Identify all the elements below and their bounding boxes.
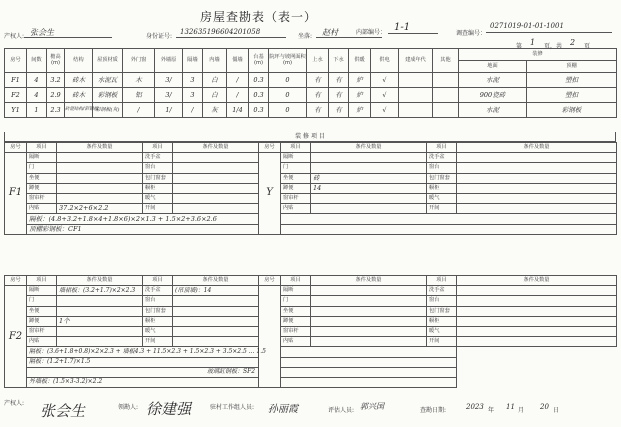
main-table: [4, 48, 617, 118]
footer-date-year: 2023: [466, 403, 484, 411]
footer-staff-label: 驻村工作组人员:: [210, 404, 255, 411]
survey-no-label: 调查编号：: [456, 30, 487, 37]
hdr-other: 其他: [433, 49, 459, 73]
section-1-right-room: Y: [259, 153, 281, 235]
hdr-ceiling: 顶棚: [527, 61, 617, 73]
hdr-roof: 屋顶材质: [93, 49, 123, 73]
hdr-drain: 下水: [329, 49, 349, 73]
hdr-doors: 外门窗: [123, 49, 155, 73]
table-row: F2 4 2.9 砖木 彩钢板 铝 3/ 3 白 / 0.3 0 有 有 炉 √ 900瓷砖 塑扣: [5, 88, 617, 103]
footer-staff-sign: 孙丽霞: [268, 404, 298, 415]
page-total: 2: [570, 38, 576, 47]
section-2-note-2: 隔板：(1.2+1.7)×1.5: [27, 357, 457, 367]
footer-date-label: 查勘日期:: [420, 407, 447, 414]
page-current: 1: [530, 38, 536, 47]
page-prefix: 第: [516, 43, 523, 50]
section-2-room: F2: [5, 286, 27, 388]
hdr-beam: 僵墙: [227, 49, 249, 73]
hdr-floor: 地面: [459, 61, 527, 73]
hdr-partition: 隔墙: [183, 49, 203, 73]
survey-no-value: 0271019-01-01-1001: [490, 22, 564, 30]
section-2-note-4: 外墙板：(1.5×3-3.2)×2.2: [27, 377, 457, 387]
footer-date-year-unit: 年: [488, 407, 495, 414]
inner-no-value: 1-1: [394, 22, 411, 33]
form-title: 房屋查勘表（表一）: [200, 10, 318, 24]
table-row: Y1 1 2.3 砖混结构/彩钢板 彩钢板(灰) / 1/ / 灰 1/4 0.3 0 有 有 炉 √ 水泥 彩钢板: [5, 103, 617, 118]
footer-date-day-unit: 日: [553, 407, 560, 414]
footer-assessor-label: 评估人员:: [328, 407, 355, 414]
hdr-room: 房号: [5, 49, 27, 73]
owner-label: 产权人:: [4, 33, 25, 40]
footer-leader-label: 领勘人:: [118, 404, 139, 411]
section-2-note-1: 隔板：(3.6+1.8+0.8)×2×2.3 + 墙板4.3 + 11.5×2.3 + 1.5×2.3 + 3.5×2.5 ... 1.5: [27, 347, 457, 357]
hdr-outer-wall: 外墙原: [155, 49, 183, 73]
inner-no-label: 内部编号：: [356, 29, 387, 36]
section-1-note-1: 隔板：(4.8+3.2+1.8×4+1.8×6)×2×1.3 + 1.5×2+3.6×2.6: [27, 214, 259, 224]
id-label: 身份证号:: [146, 33, 173, 40]
location-value: 赵村: [322, 28, 338, 37]
page-mid: 页，共: [544, 43, 563, 50]
footer-date-day: 20: [540, 403, 549, 411]
section-2-note-3: 玻璃缸钢板：SF2: [27, 367, 457, 377]
footer-date-month: 11: [506, 403, 515, 411]
hdr-yard: 院坪与坡网面积(m): [269, 49, 307, 73]
location-label: 坐落:: [298, 33, 313, 40]
hdr-structure: 结构: [65, 49, 93, 73]
hdr-inner-wall: 内墙: [203, 49, 227, 73]
decoration-section-1: 房号 项目 条件及数量 项目 条件及数量 房号 项目 条件及数量 项目 条件及数量 F1 隔断 洗手盆 Y 隔断 洗手盆 门 窗台 门 窗台 坐便 包门窗套 坐便 砖 包门窗套 蹲便 橱柜 蹲便 14 橱柜 窗帘杆 暖气 窗帘杆 暖气 内贴 37.2×2+6×2.2 开间 内贴 开间 隔板：(4.8+3.2+1.8×4+1.8×6)×2×1.3 + 1.5×2+3.6×2.6 顶棚彩钢板：CF1: [4, 142, 617, 235]
footer-leader-sign: 徐建强: [146, 400, 192, 418]
hdr-bays: 间数: [27, 49, 47, 73]
section-1-note-2: 顶棚彩钢板：CF1: [27, 224, 259, 234]
decoration-band-title: 装 修 项 目: [4, 132, 616, 142]
table-row: F1 4 3.2 砖木 水泥瓦 木 3/ 3 白 / 0.3 0 有 有 炉 √ 水泥 塑扣: [5, 73, 617, 88]
hdr-water: 上水: [307, 49, 329, 73]
hdr-base: 台基(m): [249, 49, 269, 73]
footer-owner-label: 产权人:: [4, 400, 25, 407]
hdr-heat: 供暖: [349, 49, 371, 73]
hdr-decoration: 装修: [459, 49, 617, 61]
footer-owner-sign: 张会生: [40, 402, 86, 420]
id-value: 132635196604201058: [180, 28, 261, 36]
footer-assessor-sign: 郭兴国: [360, 402, 384, 411]
hdr-year: 建成年代: [399, 49, 433, 73]
decoration-section-2: 房号 项目 条件及数量 项目 条件及数量 房号 项目 条件及数量 项目 条件及数量 F2 隔断 墙裙板：(3.2+1.7)×2×2.3 洗手盆 (吊顶墙)：14 隔断 洗手盆 门 窗台 门 窗台 坐便 包门窗套 坐便 包门窗套 蹲便 1个 橱柜 蹲便 橱柜 窗帘杆 暖气 窗帘杆 暖气 内贴 开间 内贴 开间 隔板：(3.6+1.8+0.8)×2×2.3 + 墙板4.3 + 11.5×2.3 + 1.5×2.3 + 3.5×2.5 ... 1.5 隔板：(1.2+1.7)×1.5 玻璃缸钢板：SF2 外墙板：(1.5×3-3.2)×2.2: [4, 275, 617, 388]
owner-value: 张会生: [30, 28, 54, 37]
hdr-height: 檐高(m): [47, 49, 65, 73]
hdr-power: 供电: [371, 49, 399, 73]
footer-date-month-unit: 月: [518, 407, 525, 414]
section-1-room: F1: [5, 153, 27, 235]
page-suffix: 页: [584, 43, 591, 50]
